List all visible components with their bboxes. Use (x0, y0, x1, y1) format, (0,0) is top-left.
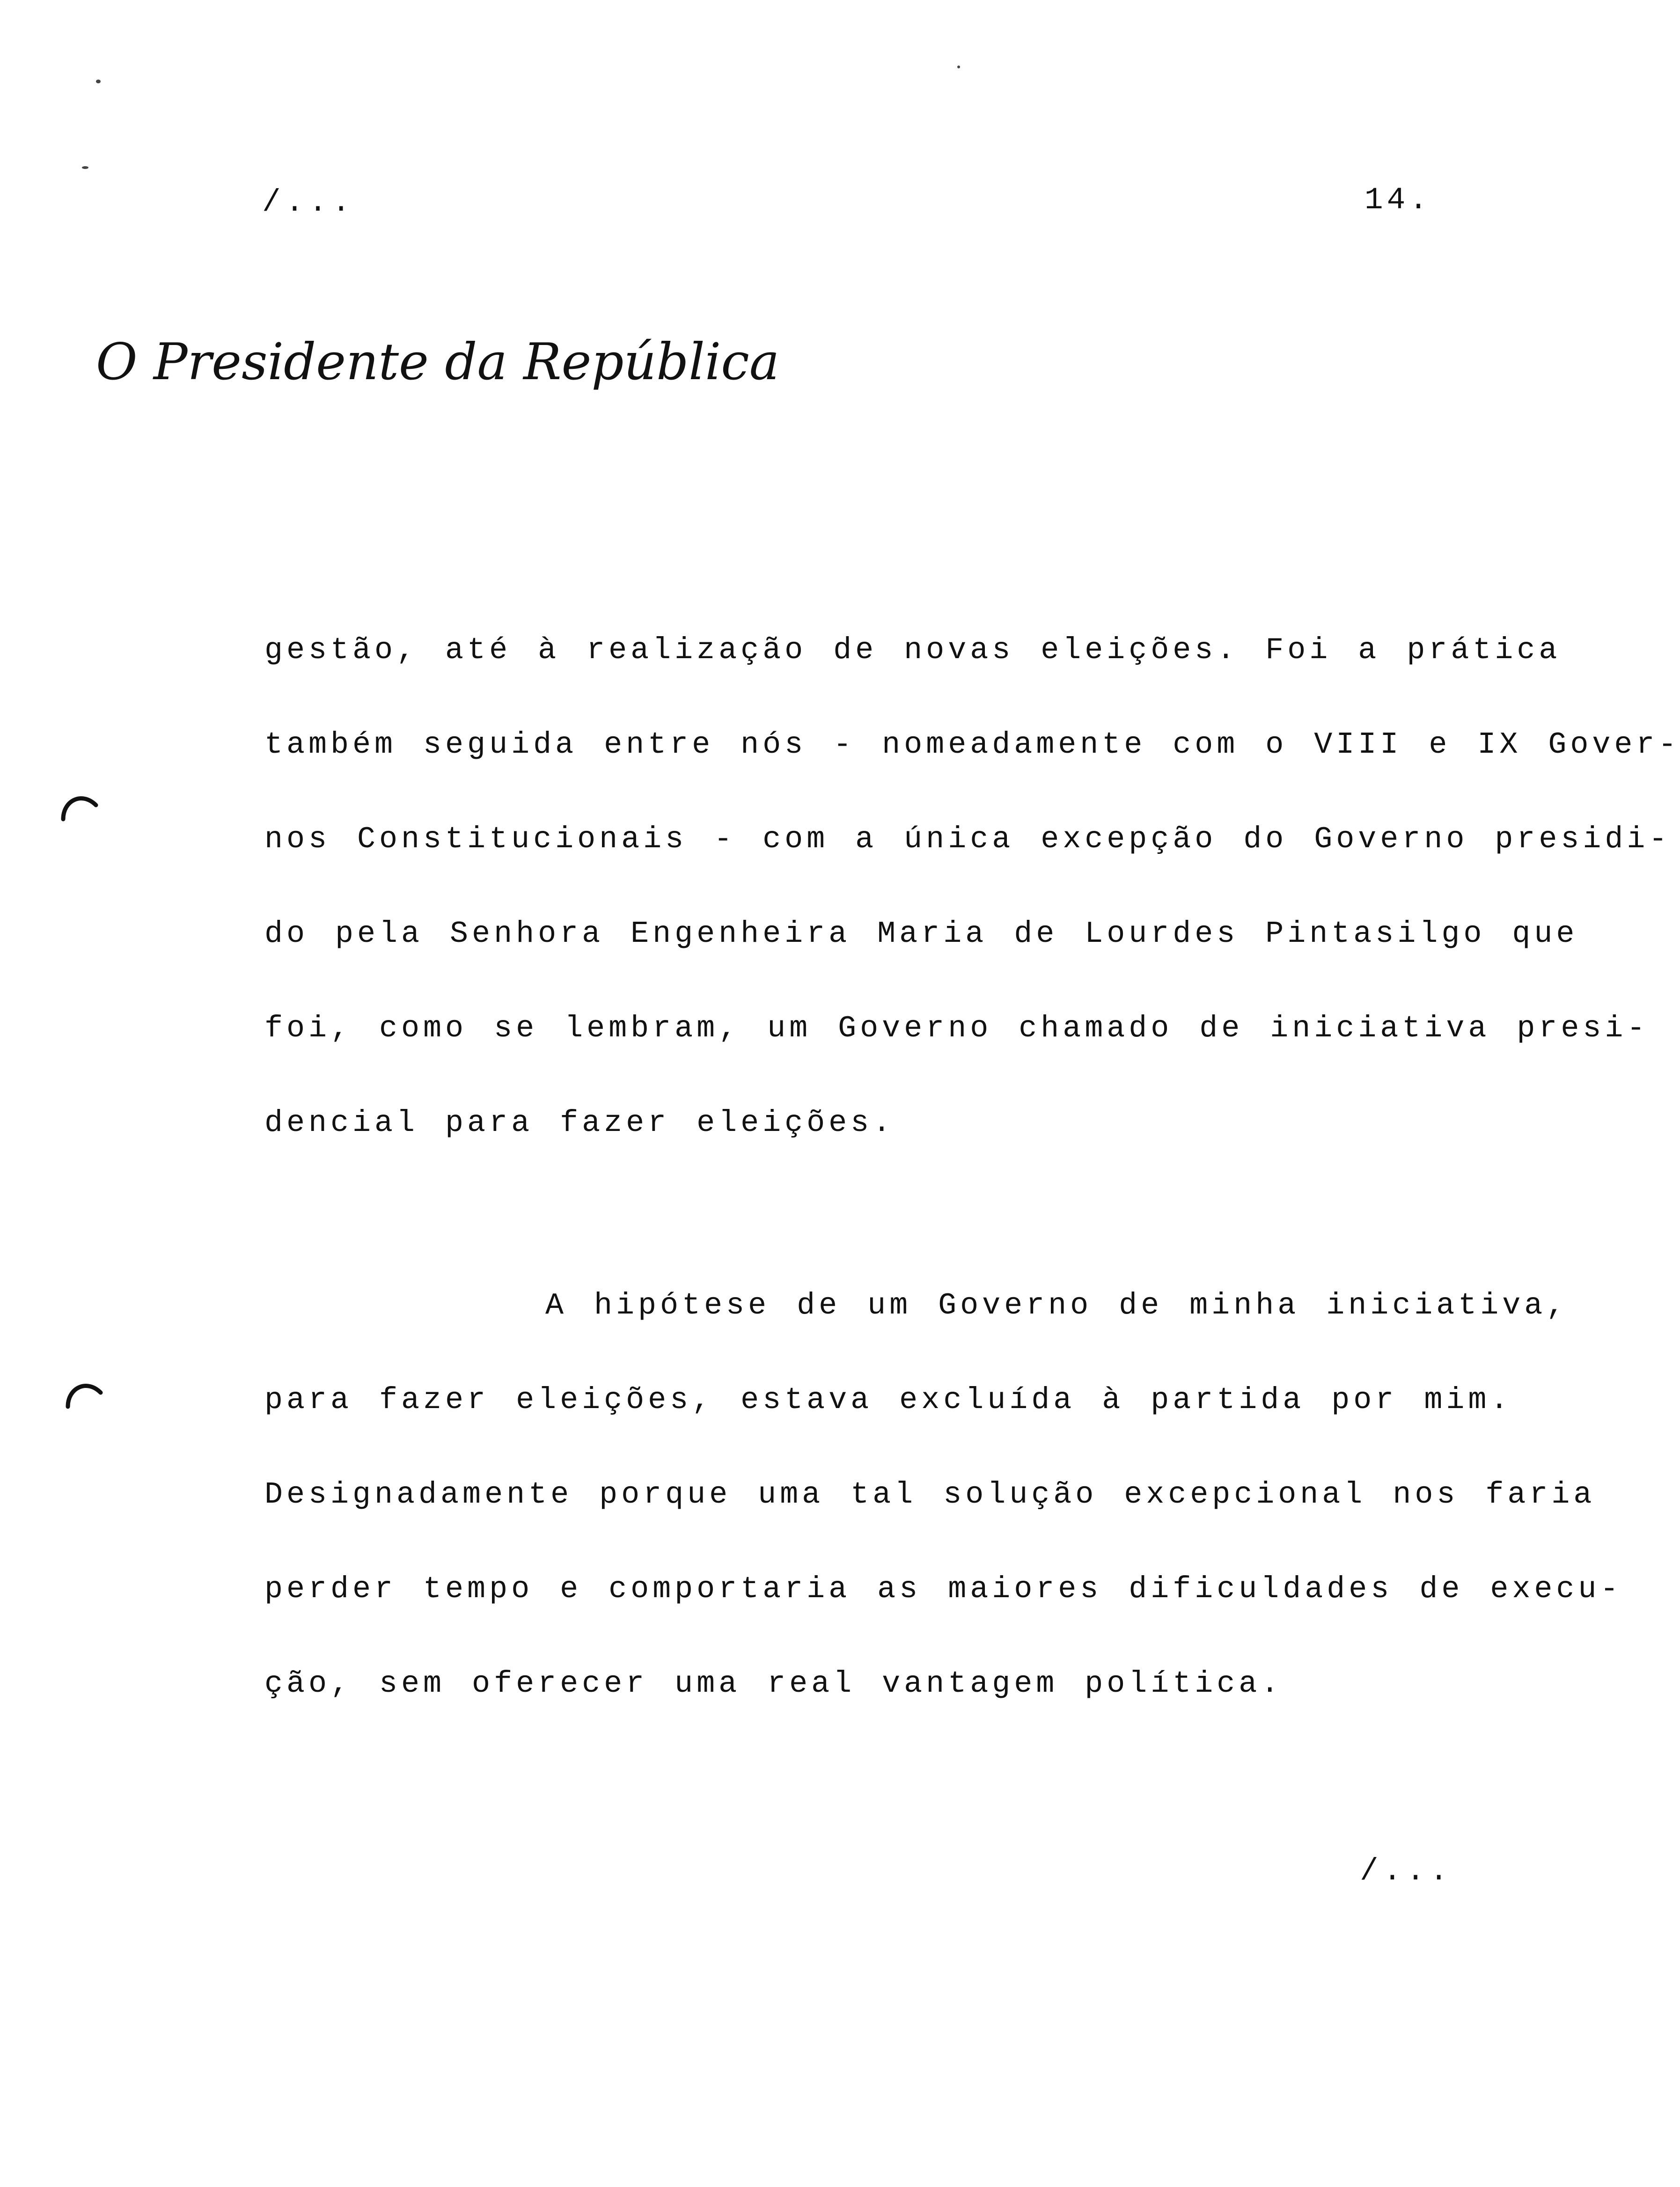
paragraph-2-line-1: A hipótese de um Governo de minha iniciativa, (545, 1288, 1569, 1323)
paragraph-2-line-2: para fazer eleições, estava excluída à partida por mim. (264, 1383, 1512, 1417)
binder-hole-mark-icon (59, 786, 101, 829)
letterhead-text: O Presidente da República (96, 333, 780, 391)
paragraph-1-line-6: dencial para fazer eleições. (264, 1106, 895, 1140)
continuation-mark-bottom: /... (1360, 1854, 1453, 1889)
paragraph-2-line-3: Designadamente porque uma tal solução excepcional nos faria (264, 1477, 1596, 1512)
paragraph-2-line-4: perder tempo e comportaria as maiores dificuldades de execu- (264, 1572, 1622, 1607)
paragraph-2-line-5: ção, sem oferecer uma real vantagem política. (264, 1666, 1283, 1701)
page-number: 14. (1365, 183, 1431, 218)
paragraph-1-line-1: gestão, até à realização de novas eleições. Foi a prática (264, 633, 1561, 668)
scan-speck (96, 80, 101, 83)
paragraph-1 (264, 633, 1680, 1202)
binder-hole-mark-icon (63, 1374, 105, 1416)
paragraph-1-line-3: nos Constitucionais - com a única excepção do Governo presidi- (264, 822, 1671, 857)
letterhead-script (96, 323, 780, 407)
paragraph-1-line-2: também seguida entre nós - nomeadamente com o VIII e IX Gover- (264, 727, 1680, 762)
paragraph-2 (264, 1288, 1622, 1762)
scan-speck (957, 66, 960, 68)
scan-speck (82, 166, 88, 169)
continuation-mark-top: /... (262, 185, 355, 220)
letterhead-script-image (96, 323, 780, 407)
paragraph-1-line-4: do pela Senhora Engenheira Maria de Lourdes Pintasilgo que (264, 917, 1578, 951)
paragraph-1-line-5: foi, como se lembram, um Governo chamado de iniciativa presi- (264, 1011, 1649, 1046)
